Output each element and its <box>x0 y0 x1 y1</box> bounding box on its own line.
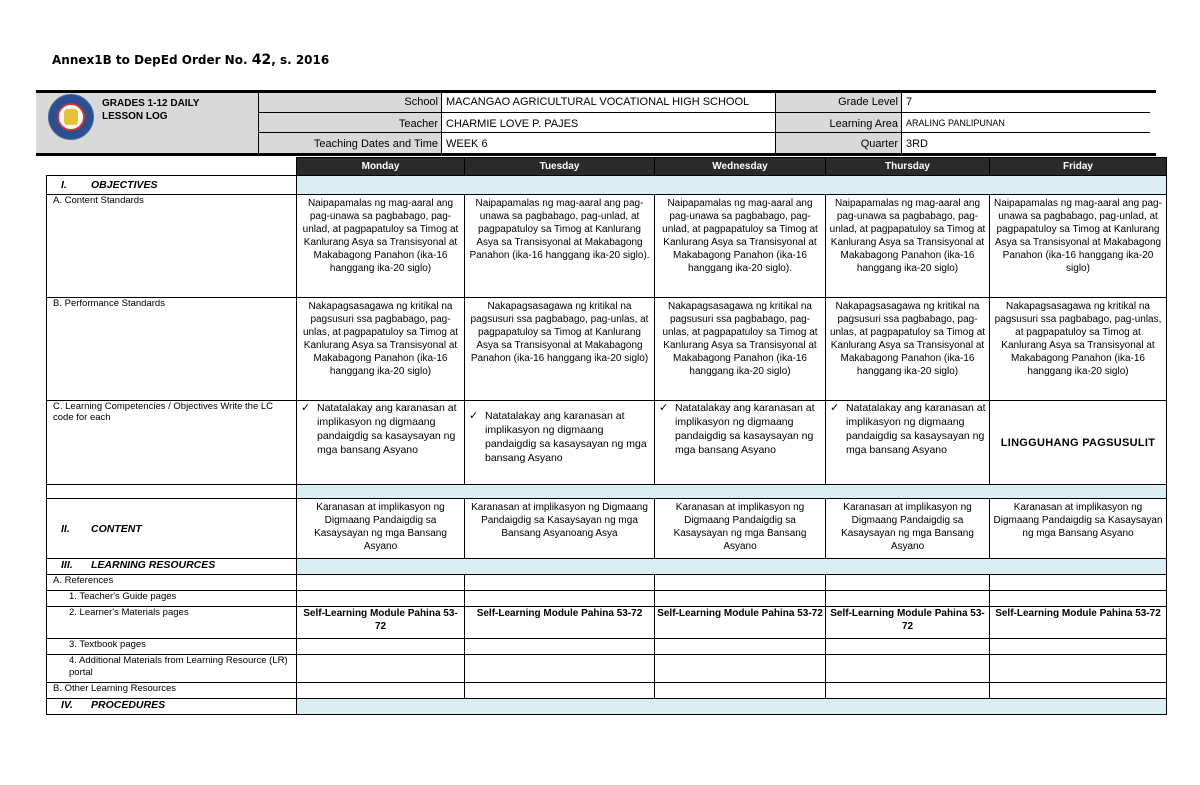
competency-tuesday <box>465 401 655 485</box>
day-header-row <box>47 158 1167 176</box>
teacher-label: Teacher <box>259 113 442 133</box>
content-band <box>297 485 1167 499</box>
content-tuesday: Karanasan at implikasyon ng Digmaang Pandaigdig sa Kasaysayan ng mga Bansang Asyanoang Asya <box>465 499 655 559</box>
content-standard-friday: Naipapamalas ng mag-aaral ang pag-unawa sa pagbabago, pag-unlad, at pagpapatuloy sa Timog at Kanlurang Asya sa Transisyonal at Makabagong Panahon (ika-16 hanggang ika-20 siglo) <box>990 195 1167 298</box>
procedures-band <box>297 699 1167 715</box>
content-heading <box>47 499 297 559</box>
objectives-row <box>47 176 1167 195</box>
content-band-blank <box>47 485 297 499</box>
title-line-1: GRADES 1-12 DAILY <box>102 98 200 109</box>
day-friday: Friday <box>990 158 1167 176</box>
resources-band <box>297 559 1167 575</box>
resources-row <box>47 559 1167 575</box>
school-value: MACANGAO AGRICULTURAL VOCATIONAL HIGH SCHOOL <box>442 93 776 113</box>
competency-text: Natatalakay ang karanasan at implikasyon ng digmaang pandaigdig sa kasaysayan ng mga bansang Asyano <box>846 402 986 456</box>
check-icon: ✓ <box>830 402 840 414</box>
quarter-value: 3RD <box>906 138 929 150</box>
teachers-guide-label: 1. Teacher's Guide pages <box>47 591 297 607</box>
lesson-log-table <box>46 157 1167 715</box>
content-label: CONTENT <box>91 522 142 535</box>
check-icon: ✓ <box>659 402 669 414</box>
deped-seal-logo <box>48 94 94 140</box>
competency-text: Natatalakay ang karanasan at implikasyon ng digmaang pandaigdig sa kasaysayan ng mga bansang Asyano <box>317 402 457 456</box>
objectives-heading <box>47 176 297 195</box>
grade-label: Grade Level <box>776 93 902 113</box>
content-standard-wednesday: Naipapamalas ng mag-aaral ang pag-unawa sa pagbabago, pag-unlad, at pagpapatuloy sa Timog at Kanlurang Asya sa Transisyonal at Makabagong Panahon (ika-16 hanggang ika-20 siglo). <box>655 195 826 298</box>
content-row <box>47 499 1167 559</box>
objectives-num: I. <box>61 179 67 191</box>
objectives-label: OBJECTIVES <box>91 179 158 191</box>
grade-value: 7 <box>902 93 1150 113</box>
content-friday: Karanasan at implikasyon ng Digmaang Pandaigdig sa Kasaysayan ng mga Bansang Asyano <box>990 499 1167 559</box>
annex-number: 42 <box>251 52 272 68</box>
resources-label: LEARNING RESOURCES <box>91 559 216 571</box>
procedures-num: IV. <box>61 699 73 711</box>
performance-standard-wednesday: Nakapagsasagawa ng kritikal na pagsusuri ssa pagbabago, pag-unlas, at pagpapatuloy sa Timog at Kanlurang Asya sa Transisyonal at Makabagong Panahon (ika-16 hanggang ika-20 siglo) <box>655 298 826 401</box>
day-header-blank <box>47 158 297 176</box>
title-line-2: LESSON LOG <box>102 111 168 122</box>
performance-standard-tuesday: Nakapagsasagawa ng kritikal na pagsusuri ssa pagbabago, pag-unlas, at pagpapatuloy sa Timog at Kanlurang Asya sa Transisyonal at Makabagong Panahon (ika-16 hanggang ika-20 siglo) <box>465 298 655 401</box>
competency-monday <box>297 401 465 485</box>
objectives-band <box>297 176 1167 195</box>
quarter-label: Quarter <box>776 133 902 153</box>
other-resources-label: B. Other Learning Resources <box>47 683 297 699</box>
dates-value: WEEK 6 <box>442 133 776 153</box>
performance-standard-monday: Nakapagsasagawa ng kritikal na pagsusuri ssa pagbabago, pag-unlas, at pagpapatuloy sa Timog at Kanlurang Asya sa Transisyonal at Makabagong Panahon (ika-16 hanggang ika-20 siglo) <box>297 298 465 401</box>
performance-standards-row <box>47 298 1167 401</box>
day-wednesday: Wednesday <box>655 158 826 176</box>
content-num: II. <box>61 522 70 535</box>
module-monday: Self-Learning Module Pahina 53-72 <box>297 607 465 639</box>
annex-prefix: Annex1B to DepEd Order No. <box>52 53 252 67</box>
content-standard-tuesday: Naipapamalas ng mag-aaral ang pag-unawa sa pagbabago, pag-unlad, at pagpapatuloy sa Timog at Kanlurang Asya sa Transisyonal at Makabagong Panahon (ika-16 hanggang ika-20 siglo). <box>465 195 655 298</box>
procedures-row <box>47 699 1167 715</box>
performance-standards-label: B. Performance Standards <box>47 298 297 401</box>
procedures-label: PROCEDURES <box>91 699 166 711</box>
module-friday: Self-Learning Module Pahina 53-72 <box>990 607 1167 639</box>
day-thursday: Thursday <box>826 158 990 176</box>
content-thursday: Karanasan at implikasyon ng Digmaang Pandaigdig sa Kasaysayan ng mga Bansang Asyano <box>826 499 990 559</box>
resources-num: III. <box>61 559 73 571</box>
learners-materials-label: 2. Learner's Materials pages <box>47 607 297 639</box>
competency-thursday <box>826 401 990 485</box>
annex-title <box>52 52 329 68</box>
module-wednesday: Self-Learning Module Pahina 53-72 <box>655 607 826 639</box>
day-tuesday: Tuesday <box>465 158 655 176</box>
performance-standard-friday: Nakapagsasagawa ng kritikal na pagsusuri ssa pagbabago, pag-unlas, at pagpapatuloy sa Timog at Kanlurang Asya sa Transisyonal at Makabagong Panahon (ika-16 hanggang ika-20 siglo) <box>990 298 1167 401</box>
learners-materials-row <box>47 607 1167 639</box>
content-band-row <box>47 485 1167 499</box>
teachers-guide-row <box>47 591 1167 607</box>
dates-label: Teaching Dates and Time <box>259 133 442 153</box>
competency-text: Natatalakay ang karanasan at implikasyon ng digmaang pandaigdig sa kasaysayan ng mga bansang Asyano <box>485 410 647 464</box>
procedures-heading <box>47 699 297 715</box>
competencies-label: C. Learning Competencies / Objectives Write the LC code for each <box>47 401 297 485</box>
content-monday: Karanasan at implikasyon ng Digmaang Pandaigdig sa Kasaysayan ng mga Bansang Asyano <box>297 499 465 559</box>
textbook-row <box>47 639 1167 655</box>
additional-materials-row <box>47 655 1167 683</box>
check-icon: ✓ <box>301 402 311 414</box>
content-standard-monday: Naipapamalas ng mag-aaral ang pag-unawa sa pagbabago, pag-unlad, at pagpapatuloy sa Timog at Kanlurang Asya sa Transisyonal at Makabagong Panahon (ika-16 hanggang ika-20 siglo) <box>297 195 465 298</box>
teacher-value: CHARMIE LOVE P. PAJES <box>442 113 776 133</box>
resources-heading <box>47 559 297 575</box>
area-label: Learning Area <box>776 113 902 133</box>
content-standards-label: A. Content Standards <box>47 195 297 298</box>
day-monday: Monday <box>297 158 465 176</box>
area-value: ARALING PANLIPUNAN <box>902 113 1150 133</box>
module-thursday: Self-Learning Module Pahina 53-72 <box>826 607 990 639</box>
content-standard-thursday: Naipapamalas ng mag-aaral ang pag-unawa sa pagbabago, pag-unlad, at pagpapatuloy sa Timog at Kanlurang Asya sa Transisyonal at Makabagong Panahon (ika-16 hanggang ika-20 siglo) <box>826 195 990 298</box>
annex-suffix: , s. 2016 <box>271 53 330 67</box>
content-standards-row <box>47 195 1167 298</box>
textbook-label: 3. Textbook pages <box>47 639 297 655</box>
check-icon: ✓ <box>469 410 479 422</box>
content-wednesday: Karanasan at implikasyon ng Digmaang Pandaigdig sa Kasaysayan ng mga Bansang Asyano <box>655 499 826 559</box>
references-label: A. References <box>47 575 297 591</box>
module-tuesday: Self-Learning Module Pahina 53-72 <box>465 607 655 639</box>
competency-wednesday <box>655 401 826 485</box>
additional-materials-label: 4. Additional Materials from Learning Resource (LR) portal <box>47 655 297 683</box>
competencies-row <box>47 401 1167 485</box>
header-block <box>36 90 1156 156</box>
performance-standard-thursday: Nakapagsasagawa ng kritikal na pagsusuri ssa pagbabago, pag-unlas, at pagpapatuloy sa Timog at Kanlurang Asya sa Transisyonal at Makabagong Panahon (ika-16 hanggang ika-20 siglo) <box>826 298 990 401</box>
other-resources-row <box>47 683 1167 699</box>
competency-text: Natatalakay ang karanasan at implikasyon ng digmaang pandaigdig sa kasaysayan ng mga bansang Asyano <box>675 402 815 456</box>
references-row <box>47 575 1167 591</box>
competency-friday: LINGGUHANG PAGSUSULIT <box>990 401 1167 485</box>
school-label: School <box>259 93 442 113</box>
